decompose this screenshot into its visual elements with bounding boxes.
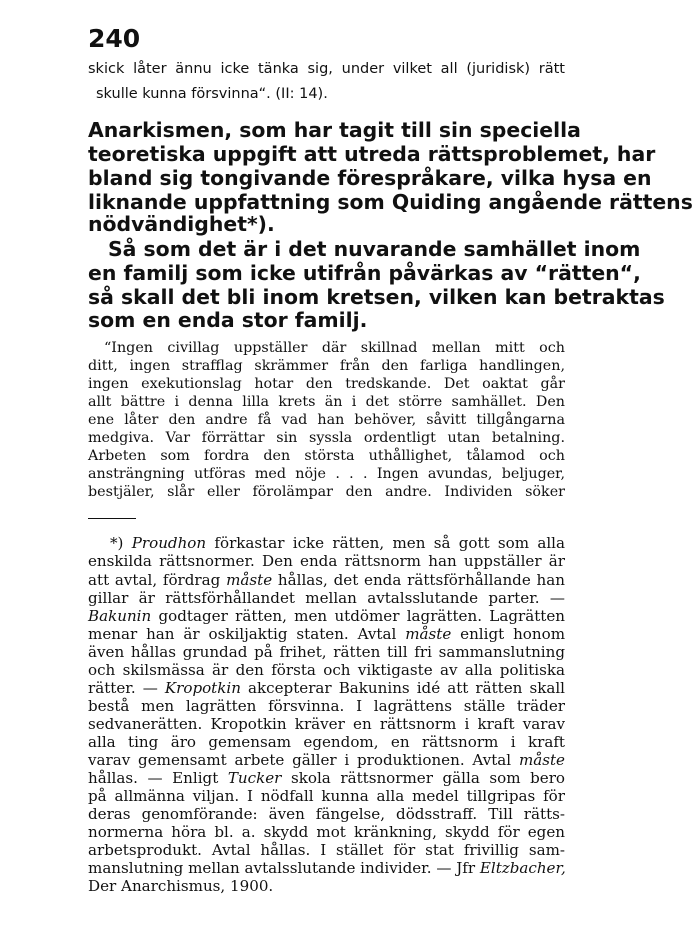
footnote-italic-text: Bakunin bbox=[88, 607, 152, 625]
top-paragraph-line: skulle kunna försvinna“. (II: 14). bbox=[96, 86, 328, 102]
quote-line: ansträngning utföras med nöje . . . Ingen avundas, beljuger, bbox=[88, 466, 565, 482]
footnote-italic-text: Eltzbacher, bbox=[479, 859, 566, 877]
quote-line: medgiva. Var förrättar sin syssla ordentligt utan betalning. bbox=[88, 430, 565, 446]
footnote-text: enligt honom bbox=[451, 625, 566, 643]
footnote-text: hållas. — Enligt bbox=[88, 769, 228, 787]
footnote-line bbox=[88, 552, 565, 570]
footnote-line bbox=[88, 679, 565, 697]
main-paragraph-line: nödvändighet*). bbox=[88, 212, 275, 236]
quote-line: ingen exekutionslag hotar den tredskande. Det oaktat går bbox=[88, 376, 565, 392]
footnote-text: på allmänna viljan. I nödfall kunna alla medel tillgripas för bbox=[88, 787, 565, 805]
footnote-line bbox=[88, 877, 565, 895]
footnote-text: akcepterar Bakunins idé att rätten skall bbox=[240, 679, 565, 697]
footnote-text: manslutning mellan avtalsslutande individer. — Jfr bbox=[88, 859, 480, 877]
footnote-text: alla ting äro gemensam egendom, en rättsnorm i kraft bbox=[88, 733, 565, 751]
footnote-italic-text: måste bbox=[405, 625, 452, 643]
footnote-italic-text: Proudhon bbox=[131, 534, 207, 552]
main-paragraph-line: Anarkismen, som har tagit till sin speciella bbox=[88, 118, 581, 142]
footnote-text: Der Anarchismus, 1900. bbox=[88, 877, 274, 895]
quote-line: ditt, ingen strafflag skrämmer från den farliga handlingen, bbox=[88, 358, 565, 374]
footnote-line bbox=[88, 769, 565, 787]
footnote-text: enskilda rättsnormer. Den enda rättsnorm han uppställer är bbox=[88, 552, 565, 570]
footnote-line bbox=[88, 625, 565, 643]
quote-line: bestjäler, slår eller förolämpar den andre. Individen söker bbox=[88, 484, 565, 500]
footnote-line bbox=[88, 697, 565, 715]
top-paragraph-line: skick låter ännu icke tänka sig, under vilket all (juridisk) rätt bbox=[88, 61, 565, 77]
footnote-text: gillar är rättsförhållandet mellan avtalsslutande parter. — bbox=[88, 589, 565, 607]
main-paragraph-line: som en enda stor familj. bbox=[88, 308, 368, 332]
footnote-line bbox=[88, 805, 565, 823]
footnote-line bbox=[88, 823, 565, 841]
footnote-text: menar han är oskiljaktig staten. Avtal bbox=[88, 625, 406, 643]
footnote-text: normerna höra bl. a. skydd mot kränkning, skydd för egen bbox=[88, 823, 565, 841]
footnote-line bbox=[88, 733, 565, 751]
footnote-text: deras genomförande: även fängelse, dödsstraff. Till rätts- bbox=[88, 805, 565, 823]
footnote-divider bbox=[88, 518, 136, 519]
page-number: 240 bbox=[88, 24, 141, 53]
footnote-line bbox=[110, 534, 565, 552]
footnote-text: och skilsmässa är den första och viktigaste av alla politiska bbox=[88, 661, 565, 679]
footnote-text: rätter. — bbox=[88, 679, 165, 697]
footnote-line bbox=[88, 715, 565, 733]
footnote-text: arbetsprodukt. Avtal hållas. I stället för stat frivillig sam- bbox=[88, 841, 565, 859]
footnote-text: förkastar icke rätten, men så gott som alla bbox=[206, 534, 565, 552]
quote-line: allt bättre i denna lilla krets än i det större samhället. Den bbox=[88, 394, 565, 410]
quote-line: Arbeten som fordra den största uthållighet, tålamod och bbox=[88, 448, 565, 464]
footnote-text: bestå men lagrätten försvinna. I lagrättens ställe träder bbox=[88, 697, 565, 715]
footnote-line bbox=[88, 571, 565, 589]
footnote-text: *) bbox=[110, 534, 132, 552]
main-paragraph-line: teoretiska uppgift att utreda rättsproblemet, har bbox=[88, 142, 656, 166]
main-paragraph-line: en familj som icke utifrån påvärkas av “rätten“, bbox=[88, 261, 641, 285]
footnote-italic-text: Tucker bbox=[227, 769, 282, 787]
footnote-line bbox=[88, 841, 565, 859]
main-paragraph-line: liknande uppfattning som Quiding angående rättens bbox=[88, 190, 693, 214]
footnote-text: sedvanerätten. Kropotkin kräver en rättsnorm i kraft varav bbox=[88, 715, 565, 733]
footnote-line bbox=[88, 859, 565, 877]
footnote-text: godtager rätten, men utdömer lagrätten. Lagrätten bbox=[151, 607, 565, 625]
footnote-line bbox=[88, 589, 565, 607]
quote-line: “Ingen civillag uppställer där skillnad mellan mitt och bbox=[104, 340, 565, 356]
footnote-line bbox=[88, 751, 565, 769]
footnote-text: hållas, det enda rättsförhållande han bbox=[272, 571, 565, 589]
footnote-text: varav gemensamt arbete gäller i produktionen. Avtal bbox=[88, 751, 519, 769]
main-paragraph-line: Så som det är i det nuvarande samhället inom bbox=[108, 237, 641, 261]
footnote-text: skola rättsnormer gälla som bero bbox=[281, 769, 565, 787]
quote-line: ene låter den andre få vad han behöver, såvitt tillgångarna bbox=[88, 412, 565, 428]
footnote-italic-text: måste bbox=[518, 751, 565, 769]
main-paragraph-line: så skall det bli inom kretsen, vilken kan betraktas bbox=[88, 285, 665, 309]
footnote-italic-text: måste bbox=[226, 571, 273, 589]
footnote-line bbox=[88, 607, 565, 625]
footnote-italic-text: Kropotkin bbox=[164, 679, 241, 697]
footnote-line bbox=[88, 661, 565, 679]
footnote-text: att avtal, fördrag bbox=[88, 571, 227, 589]
footnote-text: även hållas grundad på frihet, rätten till fri sammanslutning bbox=[88, 643, 565, 661]
main-paragraph-line: bland sig tongivande förespråkare, vilka hysa en bbox=[88, 166, 652, 190]
footnote-line bbox=[88, 643, 565, 661]
footnote-line bbox=[88, 787, 565, 805]
